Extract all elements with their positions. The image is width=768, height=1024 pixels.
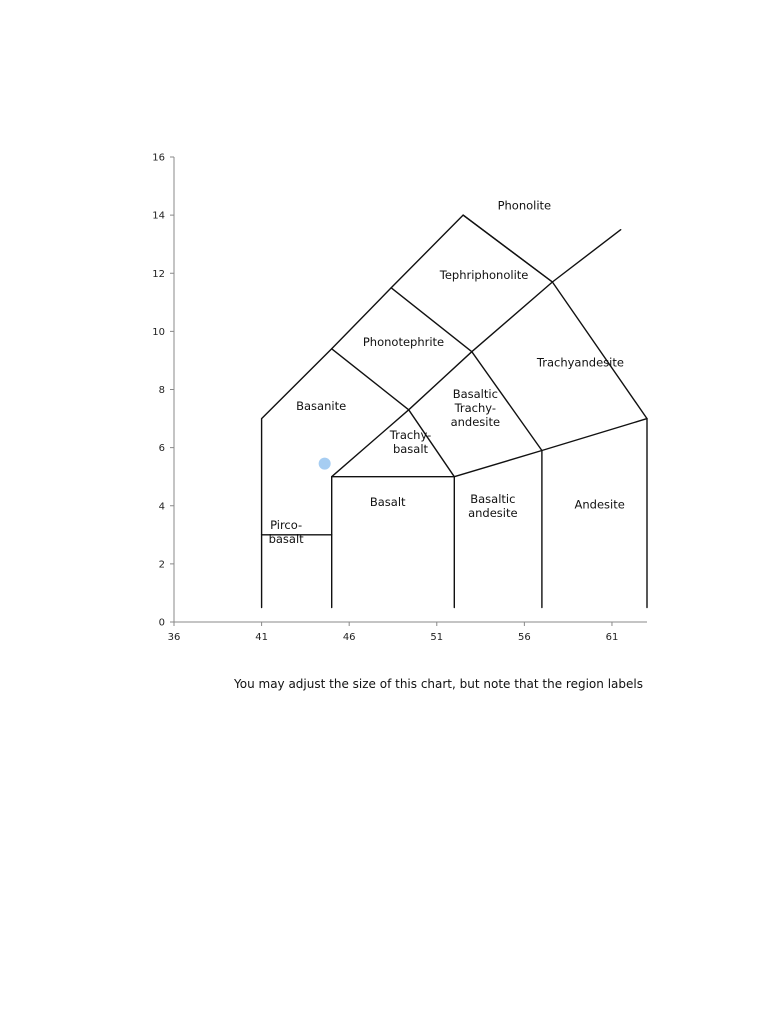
y-tick-label: 2 [158,559,165,571]
x-tick-label: 36 [167,632,181,643]
region-boundary-line [332,349,455,477]
region-label: Trachy-basalt [389,427,432,456]
x-tick-label: 56 [518,632,531,643]
region-label: Andesite [574,497,625,512]
y-tick-label: 16 [152,152,165,164]
y-tick-label: 10 [152,326,165,338]
y-tick-label: 4 [158,501,165,513]
y-tick-label: 0 [158,617,165,629]
region-label: Basaltic Trachy-andesite [450,387,501,430]
x-tick-label: 51 [430,632,444,643]
region-label: Phonotephrite [362,334,445,349]
y-tick-label: 14 [152,210,165,222]
x-tick-label: 61 [605,632,619,643]
y-tick-label: 8 [158,385,165,396]
region-label: Pirco-basalt [268,518,304,546]
region-labels [269,198,625,546]
region-label: Basaltic andesite [468,491,518,520]
region-label: Trachyandesite [536,355,624,370]
data-points [319,458,331,470]
chart-note: You may adjust the size of this chart, but note that the region labels [234,677,643,691]
axes [152,153,647,644]
y-tick-label: 12 [152,268,165,280]
x-tick-label: 46 [342,632,356,643]
y-tick-label: 6 [158,443,165,455]
region-label: Basanite [296,398,347,413]
region-label: Basalt [369,494,406,509]
data-point [319,458,331,470]
region-label: Phonolite [497,198,552,213]
x-tick-label: 41 [255,632,268,643]
region-label: Tephriphonolite [439,268,529,283]
